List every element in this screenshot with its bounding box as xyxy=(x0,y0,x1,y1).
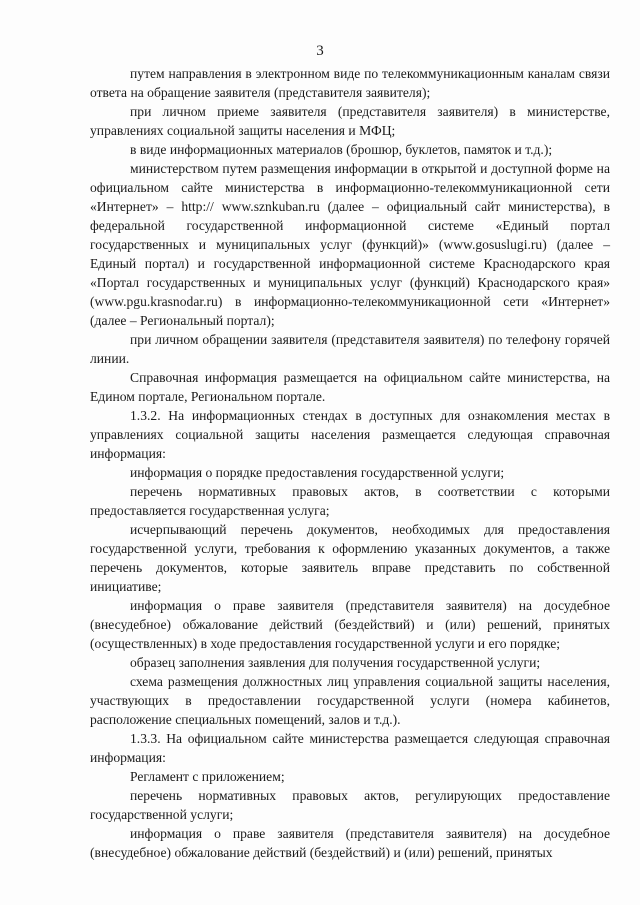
paragraph: исчерпывающий перечень документов, необходимых для предоставления государственной услуги, требования к оформлению указанных документов, а также перечень документов, которые заявитель вправе представить по собственной инициативе; xyxy=(90,522,610,594)
paragraph: при личном обращении заявителя (представителя заявителя) по телефону горячей линии. xyxy=(90,332,610,366)
paragraph: министерством путем размещения информации в открытой и доступной форме на официальном сайте министерства в информационно-телекоммуникационной сети «Интернет» – http:// www.sznkuban.ru (далее – официальный сайт министерства), в федеральной государственной информационной системе «Единый портал государственных и муниципальных услуг (функций)» (www.gosuslugi.ru) (далее – Единый портал) и государственной информационной системе Краснодарского края «Портал государственных и муниципальных услуг (функций) Краснодарского края» (www.pgu.krasnodar.ru) в информационно-телекоммуникационной сети «Интернет» (далее – Региональный портал); xyxy=(90,161,610,328)
paragraph: 1.3.2. На информационных стендах в доступных для ознакомления местах в управлениях социальной защиты населения размещается следующая справочная информация: xyxy=(90,408,610,461)
paragraph: схема размещения должностных лиц управления социальной защиты населения, участвующих в предоставлении государственной услуги (номера кабинетов, расположение специальных помещений, залов и т.д.). xyxy=(90,674,610,727)
paragraph: информация о праве заявителя (представителя заявителя) на досудебное (внесудебное) обжалование действий (бездействий) и (или) решений, принятых xyxy=(90,826,610,860)
page-number: 3 xyxy=(316,43,324,59)
paragraph: в виде информационных материалов (брошюр, буклетов, памяток и т.д.); xyxy=(130,142,553,157)
paragraph: информация о порядке предоставления государственной услуги; xyxy=(130,465,505,480)
paragraph: информация о праве заявителя (представителя заявителя) на досудебное (внесудебное) обжалование действий (бездействий) и (или) решений, принятых (осуществленных) в ходе предоставления государственной услуги и его порядке; xyxy=(90,598,610,651)
paragraph: образец заполнения заявления для получения государственной услуги; xyxy=(130,655,541,670)
paragraph: при личном приеме заявителя (представителя заявителя) в министерстве, управлениях социальной защиты населения и МФЦ; xyxy=(90,104,610,138)
paragraph: Справочная информация размещается на официальном сайте министерства, на Едином портале, Региональном портале. xyxy=(90,370,610,404)
paragraph: Регламент с приложением; xyxy=(130,769,285,784)
document-body xyxy=(90,64,610,862)
paragraph: 1.3.3. На официальном сайте министерства размещается следующая справочная информация: xyxy=(90,731,610,765)
paragraph: перечень нормативных правовых актов, в соответствии с которыми предоставляется государственная услуга; xyxy=(90,484,610,518)
paragraph: путем направления в электронном виде по телекоммуникационным каналам связи ответа на обращение заявителя (представителя заявителя); xyxy=(90,66,610,100)
paragraph: перечень нормативных правовых актов, регулирующих предоставление государственной услуги; xyxy=(90,788,610,822)
